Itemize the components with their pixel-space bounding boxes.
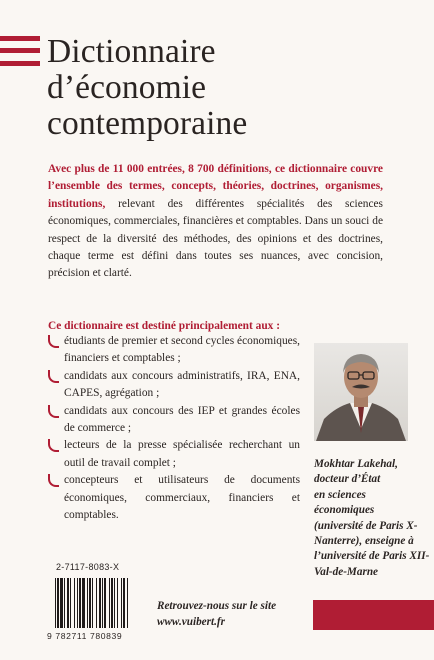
author-name: Mokhtar Lakehal, — [314, 458, 398, 470]
bullet-hook-icon — [48, 370, 59, 383]
top-bar-3 — [0, 61, 40, 66]
author-line: Nanterre), enseigne à — [314, 535, 414, 548]
author-line: docteur d’État — [314, 473, 381, 486]
intro-rest-text: relevant des différentes spécialités des sciences économiques, commerciales, financières et comptables. Dans un souci de respect de la diversité des méthodes, des opinions et des doctrines, chaque terme est défini dans toutes ses nuances, avec concision, précision et clarté. — [48, 197, 383, 280]
list-item-text: lecteurs de la presse spécialisée recherchant un outil de travail complet ; — [64, 439, 300, 469]
barcode-number: 9 782711 780839 — [47, 631, 123, 641]
author-line: l’université de Paris XII- — [314, 550, 430, 563]
bullet-hook-icon — [48, 405, 59, 418]
website-info — [157, 598, 276, 630]
bullet-hook-icon — [48, 474, 59, 487]
title-line-1: Dictionnaire — [47, 33, 216, 70]
author-portrait-icon — [314, 343, 408, 441]
author-line: économiques — [314, 504, 375, 517]
list-item-text: candidats aux concours administratifs, IRA, ENA, CAPES, agrégation ; — [64, 369, 300, 400]
list-item — [48, 437, 300, 472]
audience-list — [48, 333, 300, 524]
bottom-right-bar — [313, 600, 434, 630]
author-line: (université de Paris X- — [314, 519, 418, 532]
website-url[interactable]: www.vuibert.fr — [157, 616, 225, 628]
title-line-2: d’économie — [47, 69, 207, 106]
author-line: en sciences — [314, 488, 366, 501]
bullet-hook-icon — [48, 335, 59, 348]
list-item — [48, 403, 300, 438]
list-item — [48, 368, 300, 403]
list-item — [48, 333, 300, 368]
author-line: Val-de-Marne — [314, 565, 379, 578]
intro-paragraph — [48, 161, 383, 283]
list-item-text: concepteurs et utilisateurs de documents économiques, commerciaux, financiers et comptables. — [64, 474, 300, 522]
audience-lead: Ce dictionnaire est destiné principalement aux : — [48, 320, 281, 332]
title-line-3: contemporaine — [47, 105, 248, 142]
top-bar-2 — [0, 48, 40, 53]
top-bar-1 — [0, 36, 40, 41]
barcode-icon — [54, 578, 142, 628]
author-bio — [314, 457, 434, 580]
author-photo — [314, 343, 408, 441]
list-item — [48, 472, 300, 524]
list-item-text: candidats aux concours des IEP et grandes écoles de commerce ; — [64, 404, 300, 435]
website-line: Retrouvez-nous sur le site — [157, 600, 277, 612]
book-title — [47, 34, 427, 142]
bullet-hook-icon — [48, 439, 59, 452]
isbn: 2-7117-8083-X — [56, 562, 120, 572]
list-item-text: étudiants de premier et second cycles économiques, financiers et comptables ; — [64, 335, 300, 365]
intro-bold-text: Avec plus de 11 000 entrées, 8 700 définitions, ce dictionnaire couvre l’ensemble des termes, concepts, théories, doctrines, organismes, institutions, — [48, 163, 383, 210]
